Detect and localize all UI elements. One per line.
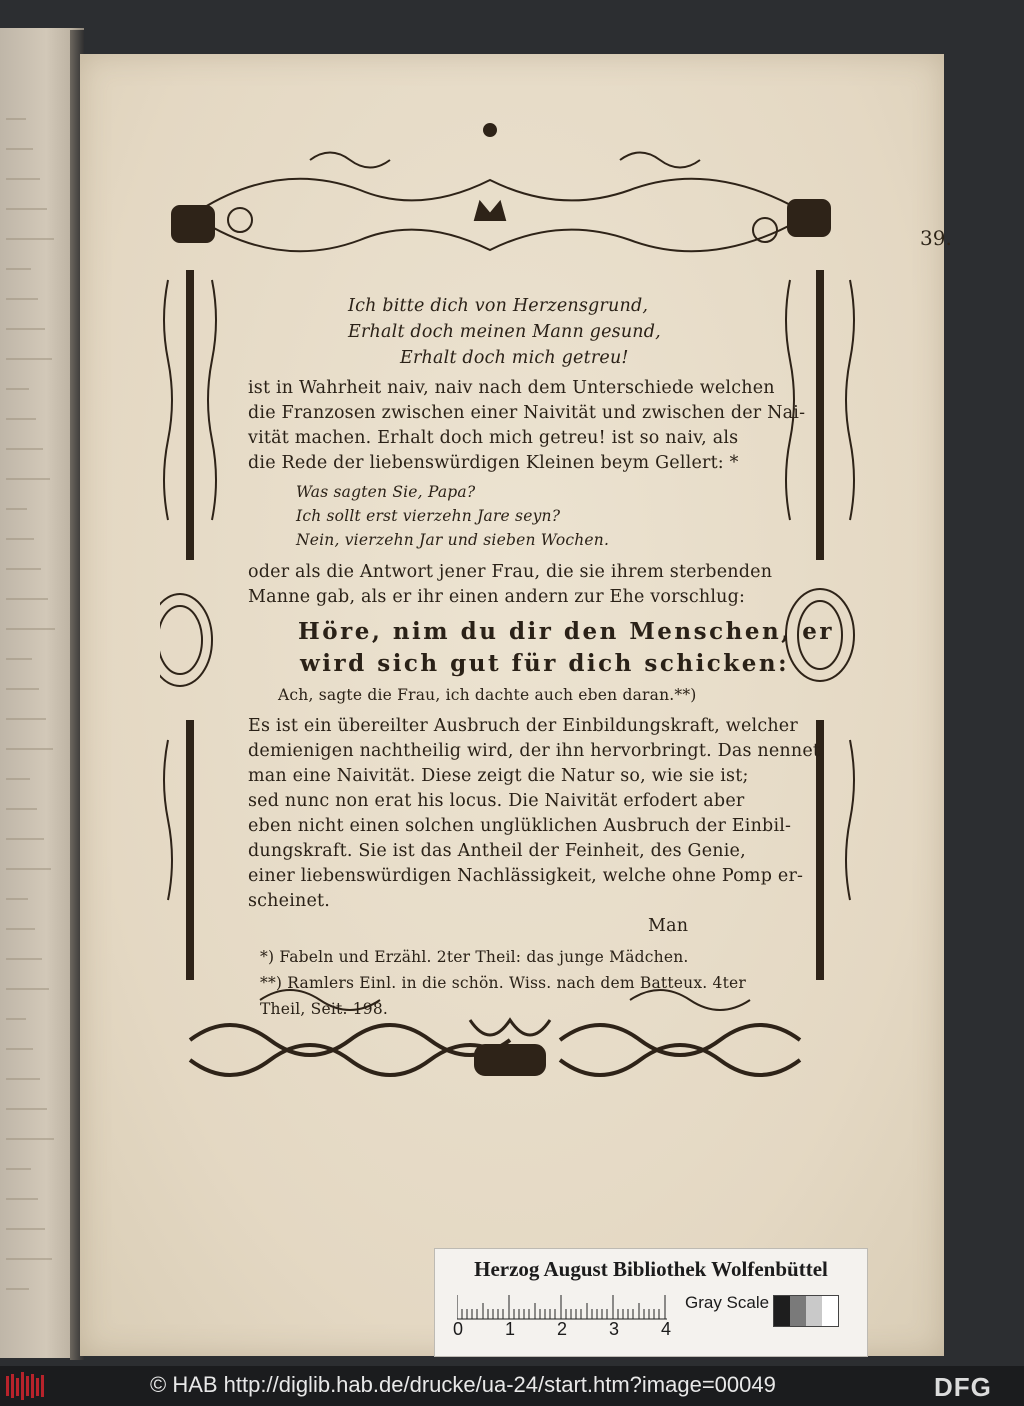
bleed-through-mark bbox=[6, 628, 55, 630]
ruler-number: 0 bbox=[453, 1319, 464, 1339]
bleed-through-mark bbox=[6, 1018, 26, 1020]
paragraph-line: Manne gab, als er ihr einen andern zur Ehe vorschlug: bbox=[248, 587, 746, 607]
viewer-footer bbox=[0, 1366, 1024, 1406]
quote-line: Was sagten Sie, Papa? bbox=[296, 483, 476, 501]
paragraph-line: dungskraft. Sie ist das Antheil der Feinheit, des Genie, bbox=[248, 841, 746, 861]
gray-scale-swatch bbox=[773, 1295, 839, 1327]
bleed-through-mark bbox=[6, 1168, 31, 1170]
footnote-line: *) Fabeln und Erzähl. 2ter Theil: das junge Mädchen. bbox=[260, 948, 689, 966]
quote-line: Ich sollt erst vierzehn Jare seyn? bbox=[296, 507, 561, 525]
paragraph-line: vität machen. Erhalt doch mich getreu! ist so naiv, als bbox=[248, 428, 739, 448]
bleed-through-mark bbox=[6, 1228, 45, 1230]
gray-swatch bbox=[822, 1296, 838, 1326]
paragraph-line: die Franzosen zwischen einer Naivität und zwischen der Nai- bbox=[248, 403, 806, 423]
bleed-through-mark bbox=[6, 778, 30, 780]
gray-swatch bbox=[790, 1296, 806, 1326]
ruler-number: 1 bbox=[505, 1319, 516, 1339]
bleed-through-mark bbox=[6, 1258, 52, 1260]
paragraph-line: scheinet. bbox=[248, 891, 331, 911]
bleed-through-mark bbox=[6, 988, 49, 990]
library-color-card bbox=[434, 1248, 868, 1357]
bleed-through-mark bbox=[6, 568, 41, 570]
bleed-through-mark bbox=[6, 118, 26, 120]
bleed-through-mark bbox=[6, 718, 46, 720]
bleed-through-mark bbox=[6, 358, 52, 360]
bleed-through-mark bbox=[6, 268, 31, 270]
bleed-through-mark bbox=[6, 1048, 33, 1050]
paragraph-line: demienigen nachtheilig wird, der ihn hervorbringt. Das nennet bbox=[248, 741, 821, 761]
reply-line: Ach, sagte die Frau, ich dachte auch eben daran.**) bbox=[278, 686, 697, 704]
paragraph-line: ist in Wahrheit naiv, naiv nach dem Unterschiede welchen bbox=[248, 378, 775, 398]
bleed-through-mark bbox=[6, 928, 35, 930]
ruler-scale-icon bbox=[457, 1291, 677, 1321]
bleed-through-mark bbox=[6, 178, 40, 180]
ruler-number: 3 bbox=[609, 1319, 620, 1339]
verse-line: Erhalt doch meinen Mann gesund, bbox=[348, 322, 661, 342]
emphasis-line: Höre, nim du dir den Menschen, er bbox=[298, 618, 834, 645]
bleed-through-mark bbox=[6, 478, 50, 480]
verse-line: Ich bitte dich von Herzensgrund, bbox=[348, 296, 649, 316]
copyright-link[interactable]: © HAB http://diglib.hab.de/drucke/ua-24/start.htm?image=00049 bbox=[150, 1372, 776, 1397]
ruler-number: 4 bbox=[661, 1319, 672, 1339]
bleed-through-mark bbox=[6, 838, 44, 840]
bleed-through-mark bbox=[6, 808, 37, 810]
ruler-number: 2 bbox=[557, 1319, 568, 1339]
paragraph-line: oder als die Antwort jener Frau, die sie ihrem sterbenden bbox=[248, 562, 773, 582]
footnote-line: **) Ramlers Einl. in die schön. Wiss. nach dem Batteux. 4ter bbox=[260, 974, 746, 992]
bleed-through-mark bbox=[6, 448, 43, 450]
bleed-through-mark bbox=[6, 328, 45, 330]
quote-line: Nein, vierzehn Jar und sieben Wochen. bbox=[296, 531, 610, 549]
bleed-through-mark bbox=[6, 598, 48, 600]
library-name: Herzog August Bibliothek Wolfenbüttel bbox=[474, 1257, 828, 1281]
bleed-through-mark bbox=[6, 688, 39, 690]
paragraph-line: eben nicht einen solchen unglüklichen Ausbruch der Einbil- bbox=[248, 816, 792, 836]
gray-swatch bbox=[774, 1296, 790, 1326]
bleed-through-mark bbox=[6, 148, 33, 150]
bleed-through-mark bbox=[6, 418, 36, 420]
bleed-through-mark bbox=[6, 1288, 29, 1290]
footnote-line: Theil, Seit. 198. bbox=[260, 1000, 389, 1018]
page-number: 39. bbox=[920, 226, 952, 250]
paragraph-line: sed nunc non erat his locus. Die Naivität erfodert aber bbox=[248, 791, 745, 811]
paragraph-line: die Rede der liebenswürdigen Kleinen beym Gellert: * bbox=[248, 453, 739, 473]
bleed-through-mark bbox=[6, 538, 34, 540]
dfg-logo: DFG bbox=[934, 1372, 992, 1402]
bleed-through-mark bbox=[6, 1138, 54, 1140]
verse-line: Erhalt doch mich getreu! bbox=[400, 348, 629, 368]
bleed-through-mark bbox=[6, 1078, 40, 1080]
bleed-through-mark bbox=[6, 238, 54, 240]
bleed-through-mark bbox=[6, 868, 51, 870]
catchword: Man bbox=[648, 916, 689, 936]
emphasis-line: wird sich gut für dich schicken: bbox=[300, 650, 790, 677]
bleed-through-mark bbox=[6, 508, 27, 510]
bleed-through-mark bbox=[6, 958, 42, 960]
hab-logo-icon bbox=[6, 1372, 46, 1400]
gray-swatch bbox=[806, 1296, 822, 1326]
paragraph-line: einer liebenswürdigen Nachlässigkeit, welche ohne Pomp er- bbox=[248, 866, 804, 886]
bleed-through-mark bbox=[6, 1108, 47, 1110]
bleed-through-mark bbox=[6, 658, 32, 660]
gray-scale-label: Gray Scale bbox=[685, 1293, 770, 1312]
bleed-through-mark bbox=[6, 898, 28, 900]
paragraph-line: man eine Naivität. Diese zeigt die Natur so, wie sie ist; bbox=[248, 766, 749, 786]
paragraph-line: Es ist ein übereilter Ausbruch der Einbildungskraft, welcher bbox=[248, 716, 798, 736]
bleed-through-mark bbox=[6, 748, 53, 750]
bleed-through-mark bbox=[6, 298, 38, 300]
bleed-through-mark bbox=[6, 388, 29, 390]
bleed-through-mark bbox=[6, 208, 47, 210]
bleed-through-mark bbox=[6, 1198, 38, 1200]
